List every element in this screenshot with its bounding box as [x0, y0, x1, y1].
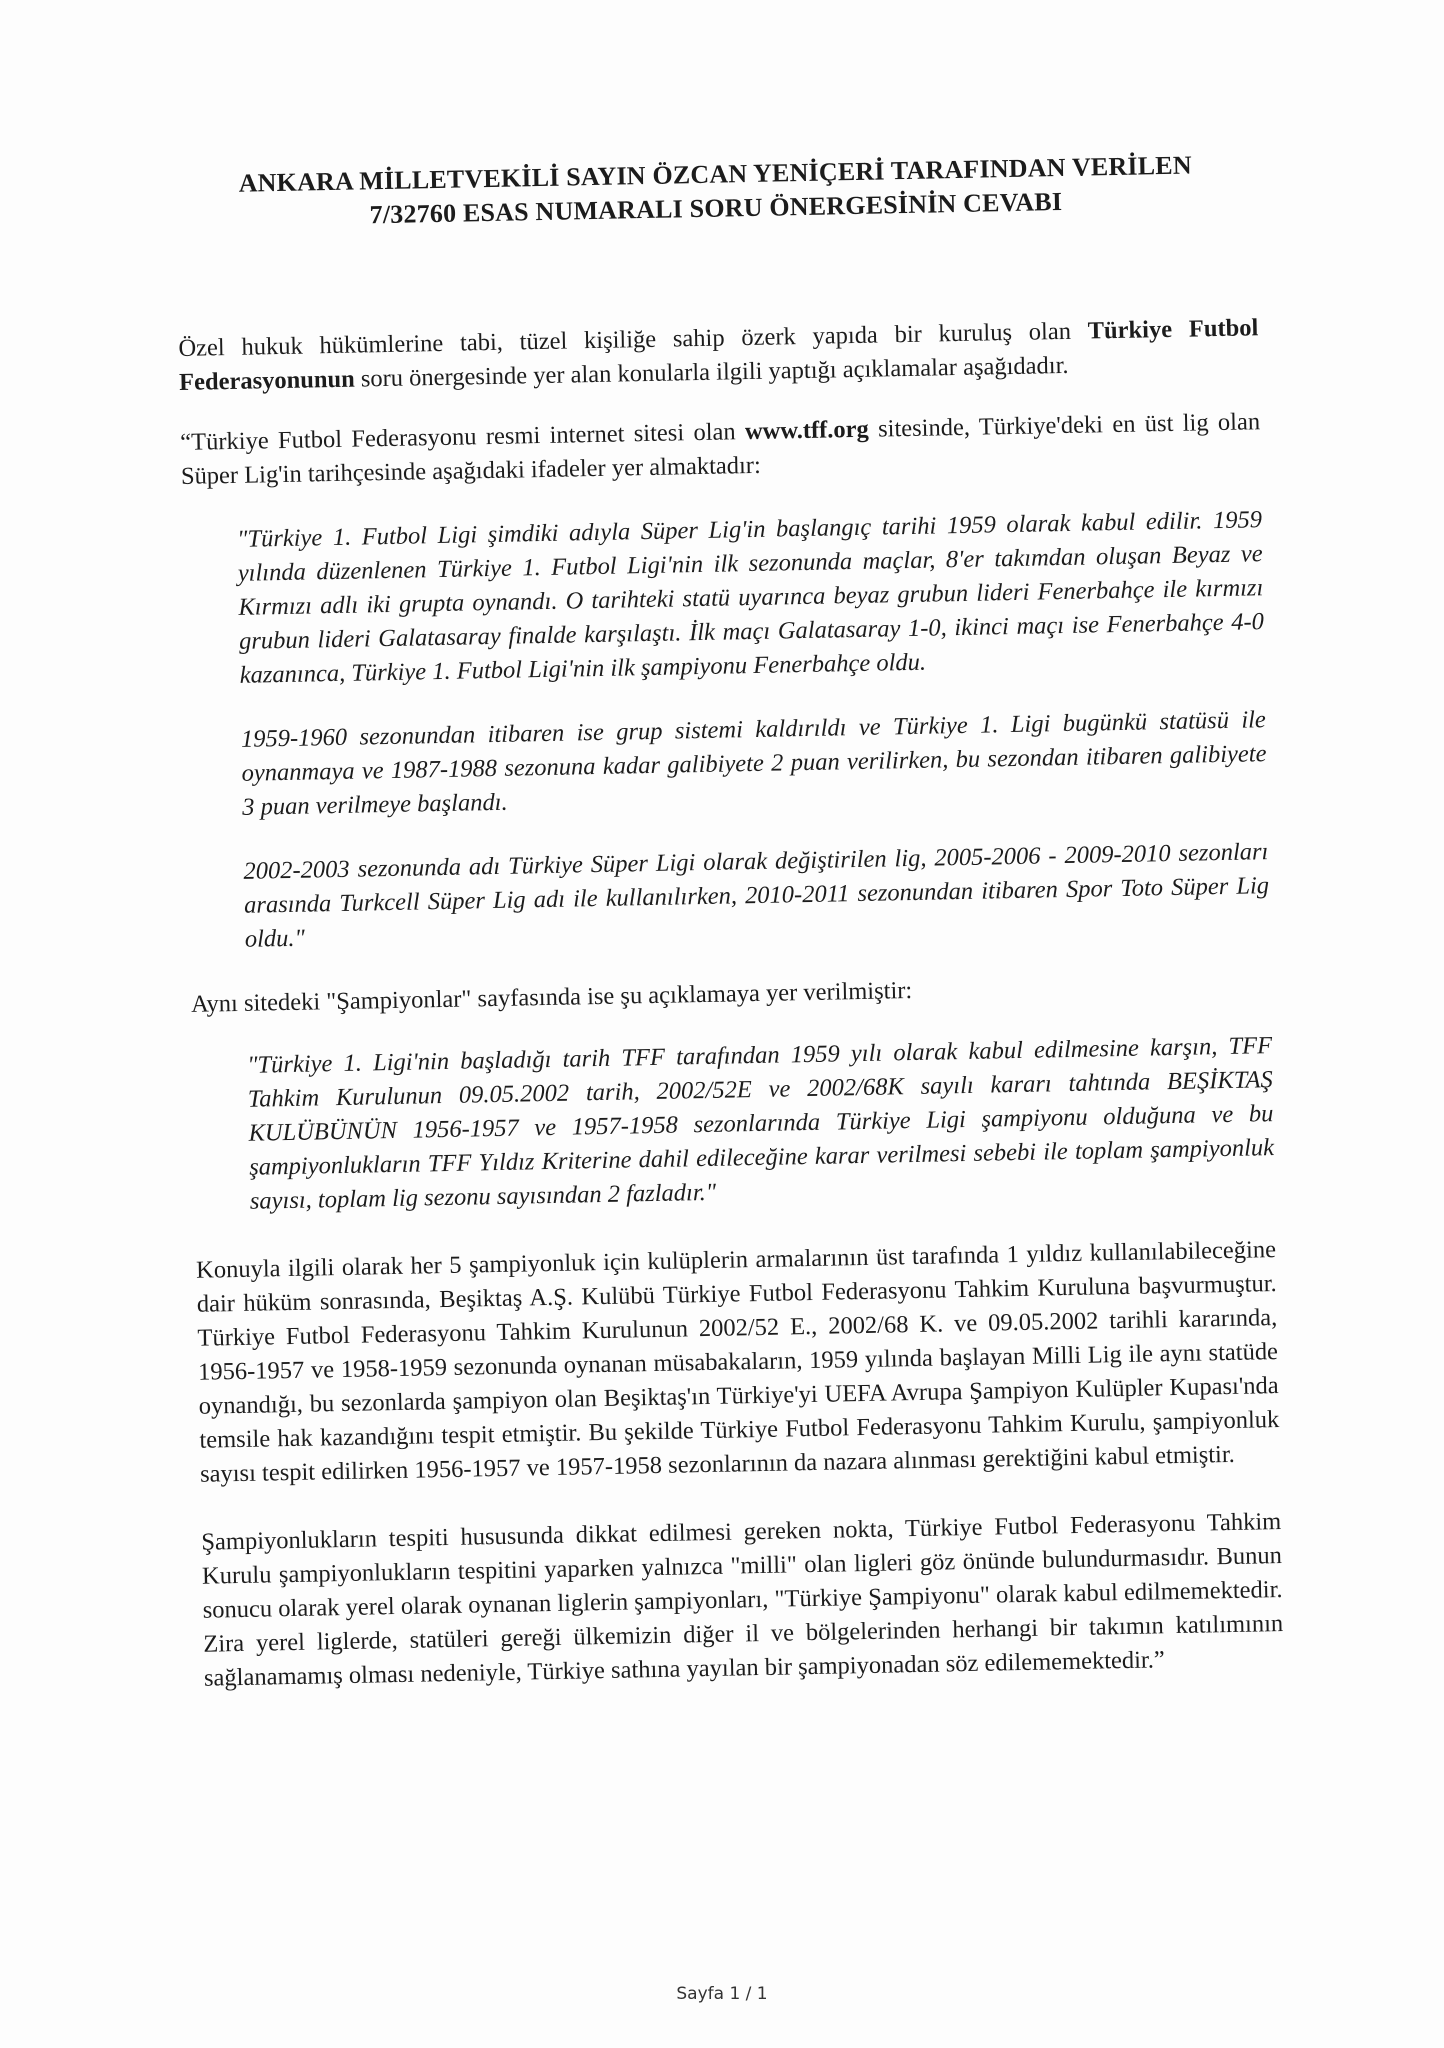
document-body [175, 147, 1284, 1695]
website-text-2: sitesinde, Türkiye'deki en üst lig olan Süper Lig'in tarihçesinde aşağıdaki ifadeler yer almaktadır: [180, 408, 1261, 490]
title-line-1: ANKARA MİLLETVEKİLİ SAYIN ÖZCAN YENİÇERİ TARAFINDAN VERİLEN [238, 150, 1193, 198]
paragraph-intro [178, 311, 1259, 400]
title-line-2: 7/32760 ESAS NUMARALI SORU ÖNERGESİNİN CEVABI [369, 186, 1063, 230]
quote-history-2: 1959-1960 sezonundan itibaren ise grup sistemi kaldırıldı ve Türkiye 1. Ligi bugünkü statüsü ile oynanmaya ve 1987-1988 sezonuna kadar galibiyete 2 puan verilirken, bu sezondan itibaren galibiyete 3 puan verilmeye başlandı. [240, 706, 1267, 821]
paragraph-champions-page: Aynı sitedeki "Şampiyonlar" sayfasında ise şu açıklamaya yer verilmiştir: [190, 977, 913, 1018]
website-text-1: “Türkiye Futbol Federasyonu resmi internet sitesi olan [180, 418, 746, 456]
quote-history-1: "Türkiye 1. Futbol Ligi şimdiki adıyla Süper Lig'in başlangıç tarihi 1959 olarak kabul edilir. 1959 yılında düzenlenen Türkiye 1. Futbol Ligi'nin ilk sezonunda maçlar, 8'er takımdan oluşan Beyaz ve Kırmızı adlı iki grupta oynandı. O tarihteki statü uyarınca beyaz grubun lideri Fenerbahçe ile kırmızı grubun lideri Galatasaray finalde karşılaştı. İlk maçı Galatasaray 1-0, ikinci maçı ise Fenerbahçe 4-0 kazanınca, Türkiye 1. Futbol Ligi'nin ilk şampiyonu Fenerbahçe oldu. [236, 506, 1265, 689]
intro-text-1: Özel hukuk hükümlerine tabi, tüzel kişiliğe sahip özerk yapıda bir kuruluş olan [178, 317, 1088, 362]
paragraph-website [180, 405, 1261, 494]
paragraph-conclusion: Şampiyonlukların tespiti hususunda dikkat edilmesi gereken nokta, Türkiye Futbol Federasyonu Tahkim Kurulu şampiyonlukların tespitini yaparken yalnızca "milli" olan ligleri göz önünde bulundurmasıdır. Bunun sonucu olarak yerel olarak oynanan liglerin şampiyonları, "Türkiye Şampiyonu" olarak kabul edilmemektedir. Zira yerel liglerde, statüleri gereği ülkemizin diğer il ve bölgelerinden herhangi bir takımın katılımının sağlanamamış olması nedeniyle, Türkiye sathına yayılan bir şampiyonadan söz edilememektedir.” [201, 1508, 1284, 1692]
paragraph-arbitration: Konuyla ilgili olarak her 5 şampiyonluk için kulüplerin armalarının üst tarafında 1 yıldız kullanılabileceğine dair hüküm sonrasında, Beşiktaş A.Ş. Kulübü Türkiye Futbol Federasyonu Tahkim Kuruluna başvurmuştur. Türkiye Futbol Federasyonu Tahkim Kurulunun 2002/52 E., 2002/68 K. ve 09.05.2002 tarihli kararında, 1956-1957 ve 1958-1959 sezonunda oynanan müsabakaların, 1959 yılında başlayan Milli Lig ile aynı statüde oynandığı, bu sezonlarda şampiyon olan Beşiktaş'ın Türkiye'yi UEFA Avrupa Şampiyon Kulüpler Kupası'nda temsile hak kazandığını tespit etmiştir. Bu şekilde Türkiye Futbol Federasyonu Tahkim Kurulu, şampiyonluk sayısı tespit edilirken 1956-1957 ve 1957-1958 sezonlarının da nazara alınması gerektiğini kabul etmiştir. [195, 1236, 1280, 1488]
intro-text-2: soru önergesinde yer alan konularla ilgili yaptığı açıklamalar aşağıdadır. [354, 351, 1069, 393]
quote-champions: "Türkiye 1. Ligi'nin başladığı tarih TFF tarafından 1959 yılı olarak kabul edilmesine karşın, TFF Tahkim Kurulunun 09.05.2002 tarih, 2002/52E ve 2002/68K sayılı kararı tahtında BEŞİKTAŞ KULÜBÜNÜN 1956-1957 ve 1957-1958 sezonlarında Türkiye Ligi şampiyonu olduğuna ve bu şampiyonlukların TFF Yıldız Kriterine dahil edileceğine karar verilmesi sebebi ile toplam şampiyonluk sayısı, toplam lig sezonu sayısından 2 fazladır." [246, 1032, 1275, 1215]
document-title [175, 147, 1256, 236]
intro-bold-federation: Türkiye Futbol Federasyonunun [178, 314, 1259, 396]
website-url: www.tff.org [744, 415, 870, 446]
quote-history-3: 2002-2003 sezonunda adı Türkiye Süper Ligi olarak değiştirilen lig, 2005-2006 - 2009-2010 sezonları arasında Turkcell Süper Lig adı ile kullanılırken, 2010-2011 sezonundan itibaren Spor Toto Süper Lig oldu." [243, 838, 1270, 953]
page-number: Sayfa 1 / 1 [676, 1984, 768, 2004]
